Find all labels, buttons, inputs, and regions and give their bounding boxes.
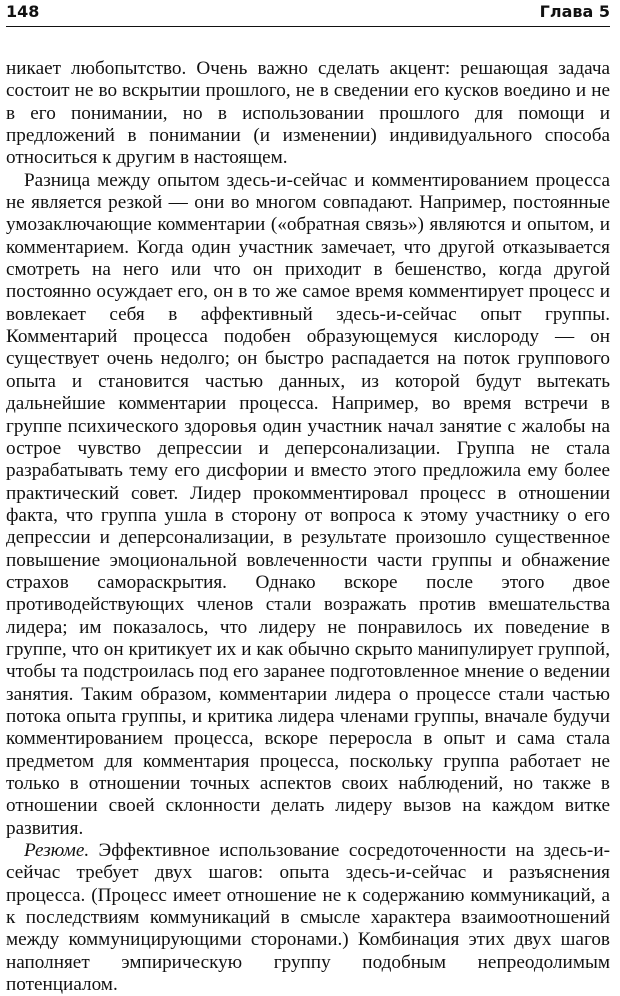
header-rule <box>6 26 610 27</box>
running-header <box>6 2 610 24</box>
chapter-title: Глава 5 <box>539 2 610 21</box>
paragraph-text: никает любопытство. Очень важно сделать акцент: решающая задача состоит не во вскрытии прошлого, не в сведении его кусков воедино и не в его понимании, но в использовании прошлого для помощи и предложений в понимании (и изменении) индивидуального способа относиться к другим в настоящем. <box>6 58 610 169</box>
paragraph-text: Разница между опытом здесь-и-сейчас и комментированием процесса не является резкой — они во многом совпадают. Например, постоянные умозаключающие комментарии («обратная связь») являются и опытом, и комментарием. Когда один участник замечает, что другой отказывается смотреть на него или что он приходит в бешенство, когда другой постоянно осуждает его, он в то же самое время комментирует процесс и вовлекает себя в аффективный здесь-и-сейчас опыт группы. Комментарий процесса подобен образующемуся кислороду — он существует очень недолго; он быстро распадается на поток группового опыта и становится частью данных, из которой будут вытекать дальнейшие комментарии процесса. Например, во время встречи в группе психического здоровья один участник начал занятие с жалобы на острое чувство депрессии и деперсонализации. Группа не стала разрабатывать тему его дисфории и вместо этого предложила ему более практический совет. Лидер прокомментировал процесс в отношении факта, что группа ушла в сторону от вопроса к этому участнику о его депрессии и деперсонализации, в результате произошло существенное повышение эмоциональной вовлеченности части группы и обнажение страхов самораскрытия. Однако вскоре после этого двое противодействующих членов стали возражать против вмешательства лидера; им показалось, что лидеру не понравилось их поведение в группе, что он критикует их и как обычно скрыто манипулирует группой, чтобы та подстроилась под его заранее подготовленное мнение о ведении занятия. Таким образом, комментарии лидера о процессе стали частью потока опыта группы, и критика лидера членами группы, вначале будучи комментированием процесса, вскоре переросла в опыт и сама стала предметом для комментария процесса, поскольку группа работает не только в отношении точных аспектов своих наблюдений, но также в отношении своей склонности делать лидеру вызов на каждом витке развития. <box>6 169 610 839</box>
paragraph-text: Эффективное использование сосредоточенности на здесь-и-сейчас требует двух шагов: опыта здесь-и-сейчас и разъяснения процесса. (Процесс имеет отношение не к содержанию коммуникаций, а к последствиям коммуникаций в смысле характера взаимоотношений между коммуницирующими сторонами.) Комбинация этих двух шагов наполняет эмпирическую группу подобным непреодолимым потенциалом. <box>6 840 610 996</box>
body-text <box>6 58 610 996</box>
paragraph-continuation <box>6 58 610 170</box>
paragraph-process-commentary <box>6 170 610 840</box>
paragraph-summary <box>6 840 610 996</box>
summary-lead: Резюме. <box>24 840 90 862</box>
page-number: 148 <box>6 2 40 21</box>
